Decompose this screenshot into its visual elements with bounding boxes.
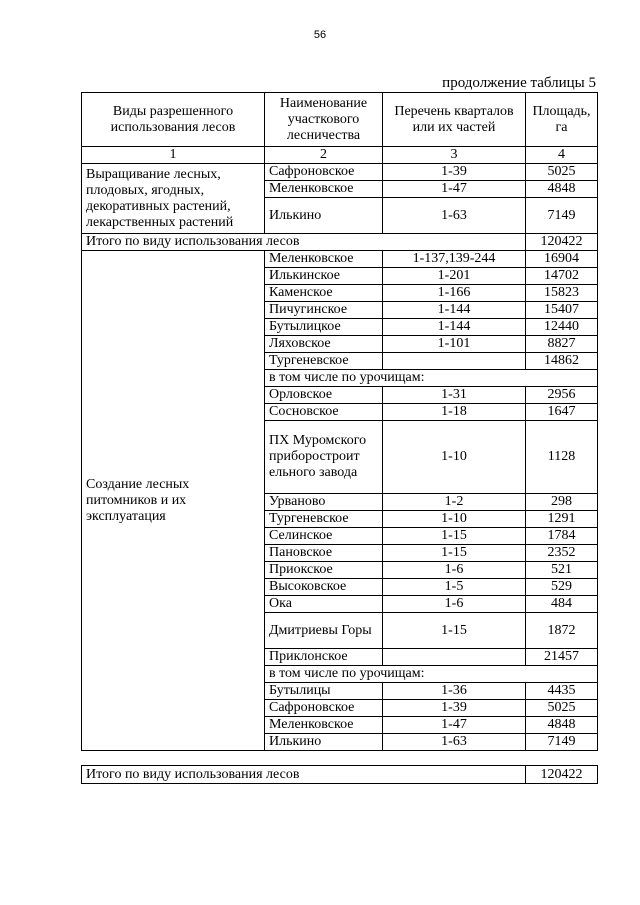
quarters-cell: 1-6 <box>383 562 526 579</box>
area-cell: 14702 <box>526 268 598 285</box>
quarters-cell: 1-31 <box>383 387 526 404</box>
forestry-name-cell: Меленковское <box>265 251 383 268</box>
area-cell: 298 <box>526 494 598 511</box>
column-number: 4 <box>526 147 598 164</box>
area-cell: 8827 <box>526 336 598 353</box>
area-cell: 5025 <box>526 164 598 181</box>
quarters-cell: 1-144 <box>383 302 526 319</box>
area-cell: 484 <box>526 596 598 613</box>
quarters-cell: 1-63 <box>383 198 526 234</box>
area-cell: 5025 <box>526 700 598 717</box>
area-cell: 1784 <box>526 528 598 545</box>
quarters-cell: 1-15 <box>383 528 526 545</box>
quarters-cell: 1-15 <box>383 613 526 649</box>
forestry-name-cell: Урваново <box>265 494 383 511</box>
quarters-cell: 1-18 <box>383 404 526 421</box>
quarters-cell: 1-101 <box>383 336 526 353</box>
forestry-name-cell: Илькинское <box>265 268 383 285</box>
quarters-cell: 1-166 <box>383 285 526 302</box>
total-value: 120422 <box>526 766 598 784</box>
area-cell: 21457 <box>526 649 598 666</box>
use-type-cell: Выращивание лесных, плодовых, ягодных, декоративных растений, лекарственных растений <box>82 164 265 234</box>
quarters-cell: 1-10 <box>383 421 526 494</box>
forestry-name-cell: Орловское <box>265 387 383 404</box>
forestry-name-cell: Ляховское <box>265 336 383 353</box>
quarters-cell: 1-39 <box>383 164 526 181</box>
quarters-cell: 1-6 <box>383 596 526 613</box>
table-row <box>82 164 598 181</box>
header-quarters: Перечень кварталов или их частей <box>383 93 526 147</box>
forestry-name-cell: Меленковское <box>265 717 383 734</box>
quarters-cell: 1-201 <box>383 268 526 285</box>
area-cell: 4435 <box>526 683 598 700</box>
subheader-tracts: в том числе по урочищам: <box>265 370 598 387</box>
area-cell: 7149 <box>526 734 598 751</box>
area-cell: 14862 <box>526 353 598 370</box>
area-cell: 15407 <box>526 302 598 319</box>
area-cell: 1291 <box>526 511 598 528</box>
total-label: Итого по виду использования лесов <box>82 234 526 251</box>
table-row <box>82 251 598 268</box>
total-row <box>82 766 598 784</box>
area-cell: 15823 <box>526 285 598 302</box>
final-total-table <box>81 765 598 784</box>
quarters-cell: 1-2 <box>383 494 526 511</box>
forestry-name-cell: Илькино <box>265 198 383 234</box>
header-use-type: Виды разрешенного использования лесов <box>82 93 265 147</box>
area-cell: 1128 <box>526 421 598 494</box>
quarters-cell: 1-36 <box>383 683 526 700</box>
column-number: 2 <box>265 147 383 164</box>
forestry-name-cell: Сафроновское <box>265 700 383 717</box>
page-number: 56 <box>313 29 327 41</box>
header-area: Площадь, га <box>526 93 598 147</box>
area-cell: 4848 <box>526 181 598 198</box>
quarters-cell: 1-47 <box>383 181 526 198</box>
area-cell: 4848 <box>526 717 598 734</box>
quarters-cell <box>383 353 526 370</box>
forestry-name-cell: Приклонское <box>265 649 383 666</box>
forestry-name-cell: Пичугинское <box>265 302 383 319</box>
quarters-cell <box>383 649 526 666</box>
forestry-name-cell: Каменское <box>265 285 383 302</box>
forestry-name-cell: Бутылицкое <box>265 319 383 336</box>
area-cell: 2352 <box>526 545 598 562</box>
forestry-name-cell: Ока <box>265 596 383 613</box>
area-cell: 1647 <box>526 404 598 421</box>
quarters-cell: 1-10 <box>383 511 526 528</box>
column-number: 3 <box>383 147 526 164</box>
subheader-tracts: в том числе по урочищам: <box>265 666 598 683</box>
header-row <box>82 93 598 147</box>
forestry-name-cell: Дмитриевы Горы <box>265 613 383 649</box>
forest-use-table <box>81 92 598 751</box>
area-cell: 529 <box>526 579 598 596</box>
table-continuation-caption: продолжение таблицы 5 <box>442 75 596 91</box>
forestry-name-cell: Пановское <box>265 545 383 562</box>
forestry-name-cell: Меленковское <box>265 181 383 198</box>
area-cell: 521 <box>526 562 598 579</box>
column-number-row <box>82 147 598 164</box>
forestry-name-cell: Высоковское <box>265 579 383 596</box>
area-cell: 1872 <box>526 613 598 649</box>
forestry-name-cell: Приокское <box>265 562 383 579</box>
forestry-name-cell: Бутылицы <box>265 683 383 700</box>
area-cell: 2956 <box>526 387 598 404</box>
quarters-cell: 1-63 <box>383 734 526 751</box>
use-type-cell: Создание лесных питомников и их эксплуатация <box>82 251 265 751</box>
forestry-name-cell: Илькино <box>265 734 383 751</box>
quarters-cell: 1-137,139-244 <box>383 251 526 268</box>
total-value: 120422 <box>526 234 598 251</box>
area-cell: 12440 <box>526 319 598 336</box>
quarters-cell: 1-144 <box>383 319 526 336</box>
forestry-name-cell: Сафроновское <box>265 164 383 181</box>
quarters-cell: 1-39 <box>383 700 526 717</box>
quarters-cell: 1-47 <box>383 717 526 734</box>
forestry-name-cell: Селинское <box>265 528 383 545</box>
forestry-name-cell: Тургеневское <box>265 353 383 370</box>
total-row <box>82 234 598 251</box>
quarters-cell: 1-5 <box>383 579 526 596</box>
quarters-cell: 1-15 <box>383 545 526 562</box>
column-number: 1 <box>82 147 265 164</box>
forestry-name-cell: Тургеневское <box>265 511 383 528</box>
forestry-name-cell: ПХ Муромского приборостроит ельного завода <box>265 421 383 494</box>
area-cell: 7149 <box>526 198 598 234</box>
total-label: Итого по виду использования лесов <box>82 766 526 784</box>
header-forestry-name: Наименование участкового лесничества <box>265 93 383 147</box>
forestry-name-cell: Сосновское <box>265 404 383 421</box>
area-cell: 16904 <box>526 251 598 268</box>
